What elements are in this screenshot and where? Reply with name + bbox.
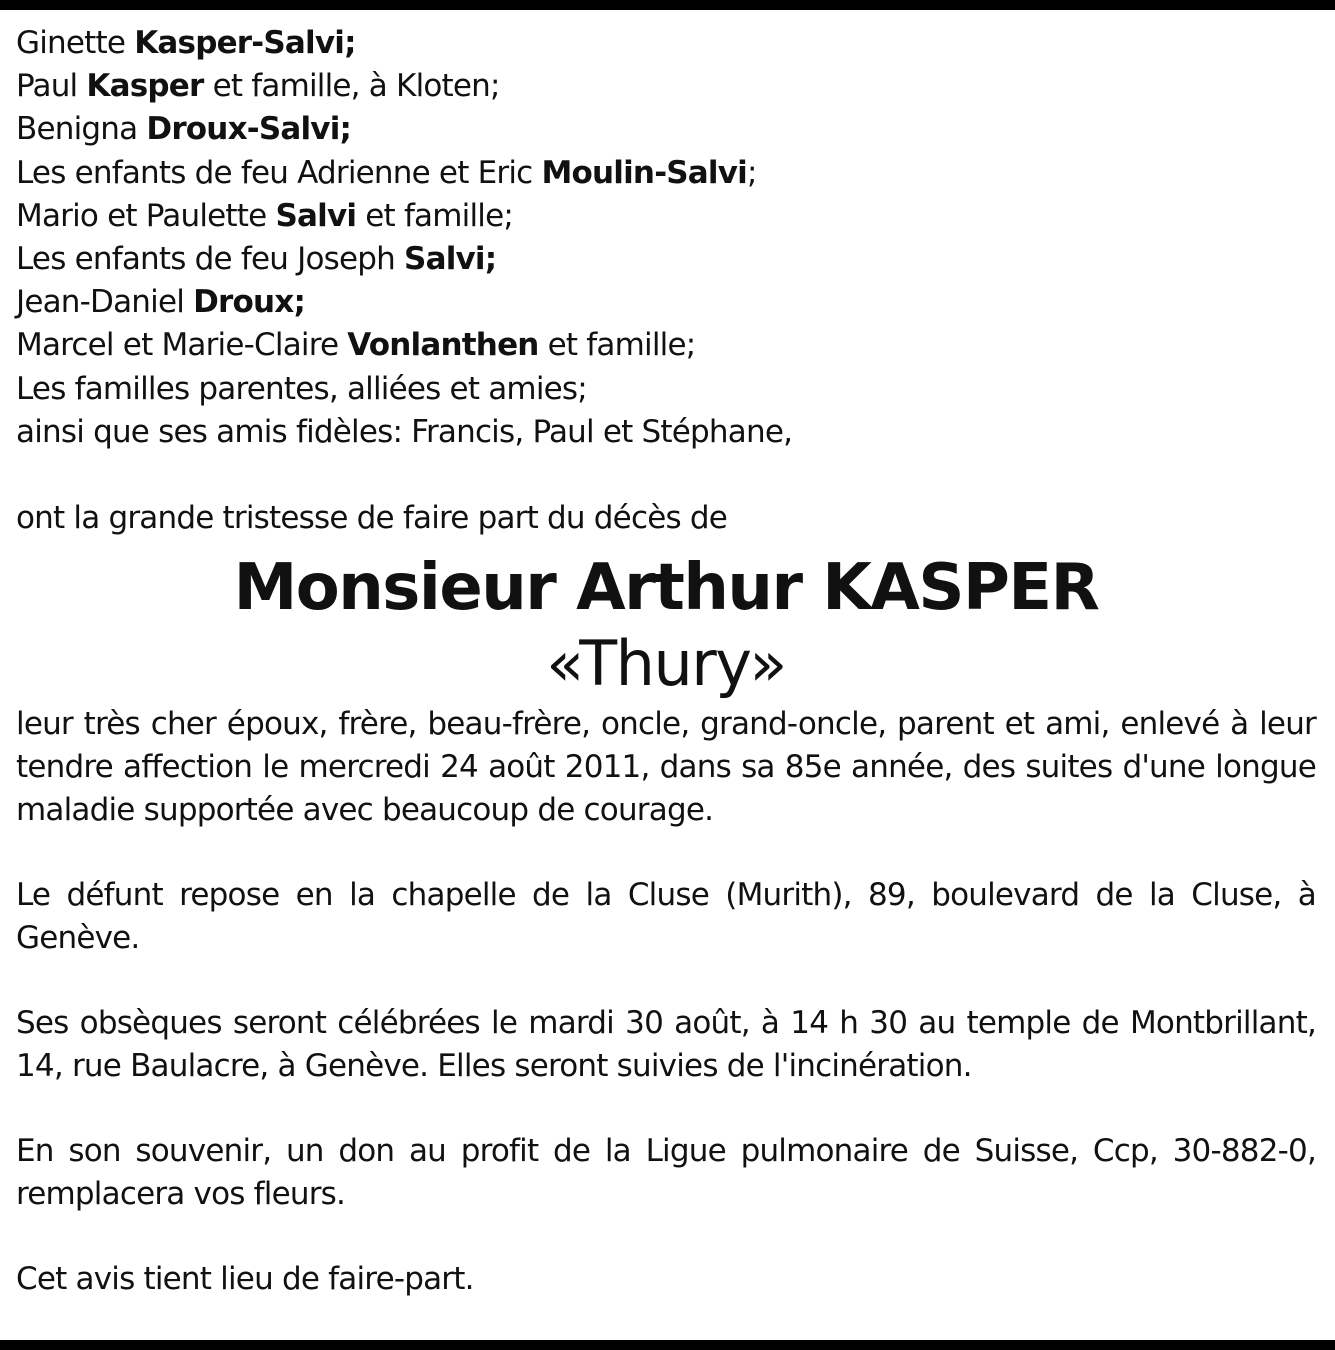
family-line-text: Benigna (16, 111, 147, 148)
family-line-text: Les familles parentes, alliées et amies; (16, 370, 587, 407)
family-list (16, 22, 1316, 454)
family-line-text: ainsi que ses amis fidèles: Francis, Paul et Stéphane, (16, 413, 793, 450)
family-surname: Kasper-Salvi; (134, 25, 356, 61)
family-line-text: Les enfants de feu Adrienne et Eric (16, 154, 542, 191)
bottom-border-rule (0, 1340, 1335, 1350)
family-line-suffix: et famille; (538, 327, 696, 364)
family-surname: Vonlanthen (347, 327, 539, 364)
obituary-notice (16, 22, 1316, 1301)
relationship-paragraph: leur très cher époux, frère, beau-frère, oncle, grand-oncle, parent et ami, enlevé à leur tendre affection le mercredi 24 août 2011, dans sa 85e année, des suites d'une longue maladie supportée avec beaucoup de courage. (16, 706, 1316, 829)
family-line-suffix: et famille, à Kloten; (203, 68, 500, 105)
family-line (16, 281, 1316, 324)
family-surname: Moulin-Salvi (541, 154, 747, 191)
family-line-text: Les enfants de feu Joseph (16, 241, 405, 278)
family-surname: Droux; (193, 284, 306, 321)
family-surname: Salvi (275, 197, 357, 234)
family-line (16, 368, 1316, 411)
family-surname: Salvi; (404, 241, 497, 278)
family-line-text: Mario et Paulette (16, 197, 276, 234)
deceased-nickname: «Thury» (546, 627, 786, 701)
family-line-suffix: et famille; (356, 197, 514, 234)
family-line (16, 152, 1316, 195)
family-line-text: Paul (16, 68, 87, 105)
chapel-paragraph: Le défunt repose en la chapelle de la Cluse (Murith), 89, boulevard de la Cluse, à Genève. (16, 877, 1316, 957)
family-line (16, 108, 1316, 151)
family-line (16, 195, 1316, 238)
deceased-name: Monsieur Arthur KASPER (233, 551, 1099, 626)
family-surname: Droux-Salvi; (146, 111, 352, 148)
family-line-suffix: ; (746, 154, 757, 191)
family-line-text: Marcel et Marie-Claire (16, 327, 348, 364)
family-line (16, 22, 1316, 65)
top-border-rule (0, 0, 1335, 10)
family-surname: Kasper (86, 68, 204, 105)
family-line (16, 411, 1316, 454)
announcement-line: ont la grande tristesse de faire part du décès de (16, 500, 728, 537)
family-line-text: Jean-Daniel (16, 284, 194, 321)
family-line (16, 324, 1316, 367)
funeral-paragraph: Ses obsèques seront célébrées le mardi 30 août, à 14 h 30 au temple de Montbrillant, 14, rue Baulacre, à Genève. Elles seront suivies de l'incinération. (16, 1005, 1316, 1085)
family-line (16, 238, 1316, 281)
donation-paragraph: En son souvenir, un don au profit de la Ligue pulmonaire de Suisse, Ccp, 30-882-0, remplacera vos fleurs. (16, 1133, 1316, 1213)
closing-paragraph: Cet avis tient lieu de faire-part. (16, 1261, 474, 1298)
family-line-text: Ginette (16, 25, 135, 61)
family-line (16, 65, 1316, 108)
